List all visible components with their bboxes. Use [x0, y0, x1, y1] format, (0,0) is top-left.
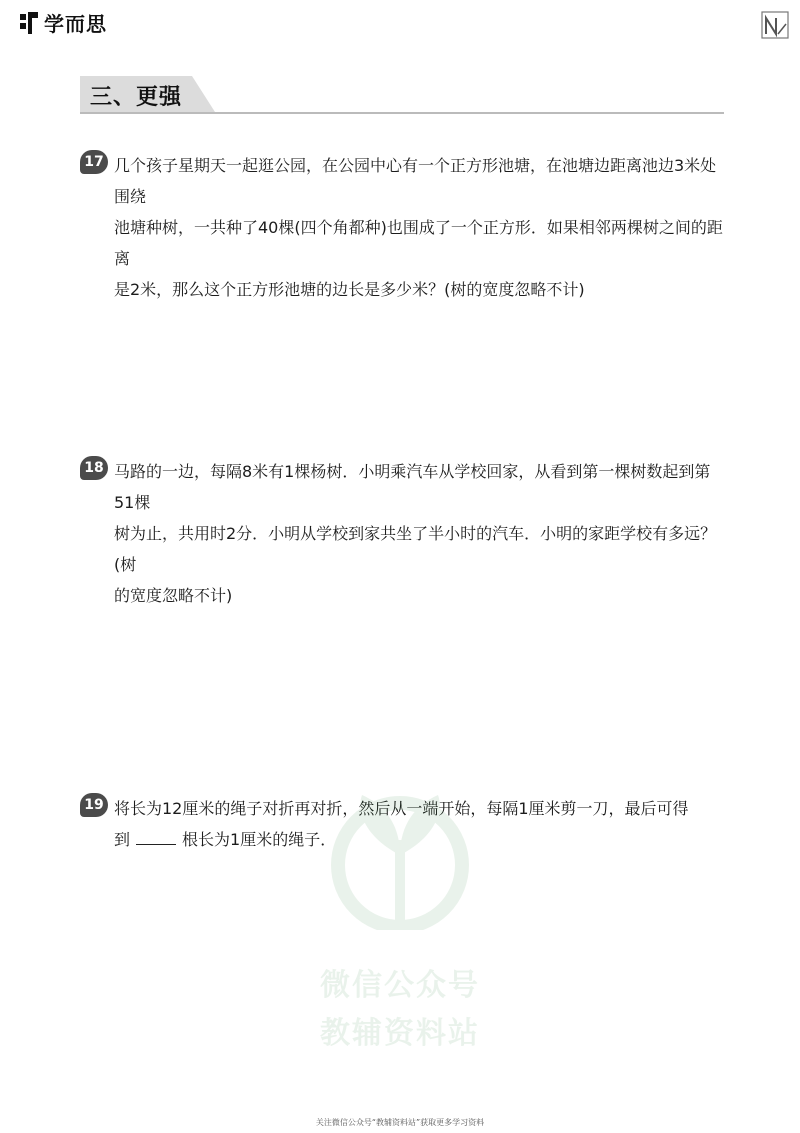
- watermark-line-2: 教辅资料站: [320, 1016, 480, 1051]
- watermark: [300, 780, 500, 1060]
- page-header: [0, 0, 800, 48]
- section-divider: [80, 112, 724, 114]
- question-number-badge: 18: [80, 456, 108, 480]
- footer-note: 关注微信公众号“教辅资料站”获取更多学习资料: [315, 1118, 485, 1127]
- section-title: 三、更强: [90, 85, 183, 110]
- question-line: 几个孩子星期天一起逛公园，在公园中心有一个正方形池塘，在池塘边距离池边3米处围绕: [114, 156, 717, 206]
- question-text: [114, 150, 730, 305]
- question-17: [80, 150, 730, 305]
- question-line: 树为止，共用时2分．小明从学校到家共坐了半小时的汽车．小明的家距学校有多远？(树: [114, 524, 717, 574]
- question-18: [80, 456, 730, 611]
- question-text-after-blank: 根长为1厘米的绳子．: [182, 830, 337, 849]
- question-number-badge: 19: [80, 793, 108, 817]
- question-text-before-blank: 到: [114, 830, 131, 849]
- question-line: 池塘种树，一共种了40棵(四个角都种)也围成了一个正方形．如果相邻两棵树之间的距离: [114, 218, 723, 268]
- question-line: 是2米，那么这个正方形池塘的边长是多少米？(树的宽度忽略不计): [114, 280, 585, 299]
- section-header: [80, 76, 724, 114]
- question-line: 将长为12厘米的绳子对折再对折，然后从一端开始，每隔1厘米剪一刀，最后可得: [114, 799, 689, 818]
- question-text: [114, 456, 730, 611]
- watermark-line-1: 微信公众号: [320, 968, 480, 1003]
- question-number-badge: 17: [80, 150, 108, 174]
- xueersi-logo-icon: [18, 10, 40, 36]
- question-line: 马路的一边，每隔8米有1棵杨树．小明乘汽车从学校回家，从看到第一棵树数起到第51棵: [114, 462, 711, 512]
- question-line: 的宽度忽略不计): [114, 586, 233, 605]
- page-corner-icon: [760, 10, 790, 40]
- brand-logo: [18, 8, 107, 37]
- sprout-icon: [300, 780, 500, 930]
- answer-blank[interactable]: [136, 830, 176, 845]
- brand-name: 学而思: [44, 12, 107, 36]
